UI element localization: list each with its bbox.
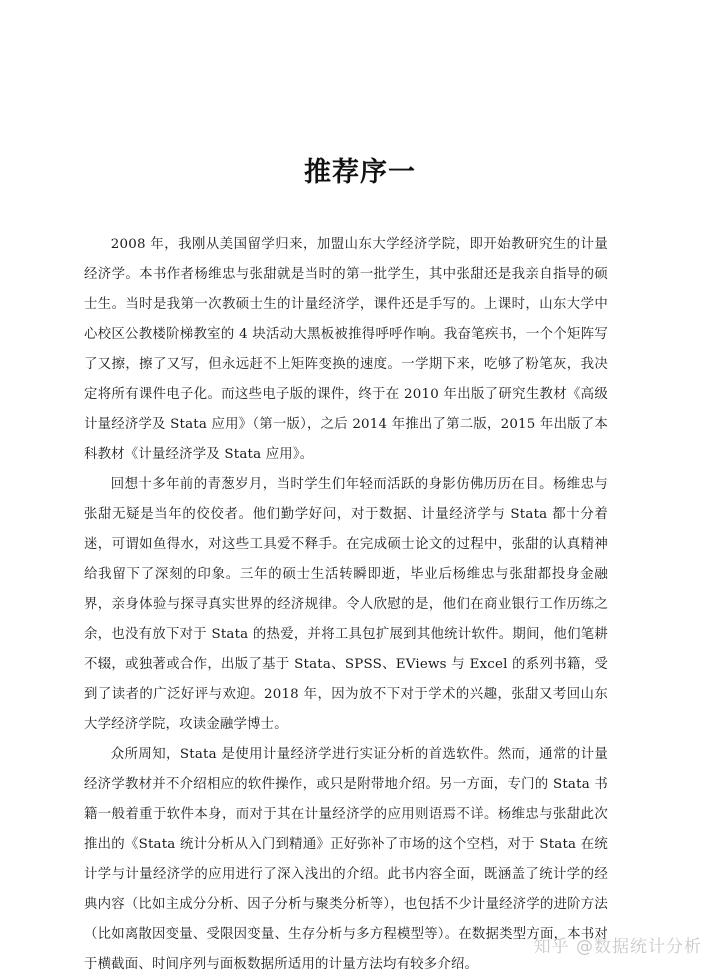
page-title: 推荐序一 bbox=[304, 157, 416, 188]
body-text bbox=[84, 230, 608, 980]
paragraph-1: 2008 年，我刚从美国留学归来，加盟山东大学经济学院，即开始教研究生的计量经济学。本书作者杨维忠与张甜就是当时的第一批学生，其中张甜还是我亲自指导的硕士生。当时是我第一次教硕士生的计量经济学，课件还是手写的。上课时，山东大学中心校区公教楼阶梯教室的 4 块活动大黑板被推得呼呼作响。我奋笔疾书，一个个矩阵写了又擦，擦了又写，但永远赶不上矩阵变换的速度。一学期下来，吃够了粉笔灰，我决定将所有课件电子化。而这些电子版的课件，终于在 2010 年出版了研究生教材《高级计量经济学及 Stata 应用》（第一版），之后 2014 年推出了第二版，2015 年出版了本科教材《计量经济学及 Stata 应用》。 bbox=[84, 237, 608, 462]
paragraph-3: 众所周知，Stata 是使用计量经济学进行实证分析的首选软件。然而，通常的计量经济学教材并不介绍相应的软件操作，或只是附带地介绍。另一方面，专门的 Stata 书籍一般着重于软件本身，而对于其在计量经济学的应用则语焉不详。杨维忠与张甜此次推出的《Stata 统计分析从入门到精通》正好弥补了市场的这个空档，对于 Stata 在统计学与计量经济学的应用进行了深入浅出的介绍。此书内容全面，既涵盖了统计学的经典内容（比如主成分分析、因子分析与聚类分析等），也包括不少计量经济学的进阶方法（比如离散因变量、受限因变量、生存分析与多方程模型等）。在数据类型方面，本书对于横截面、时间序列与面板数据所适用的计量方法均有较多介绍。 bbox=[84, 747, 608, 972]
paragraph-2: 回想十多年前的青葱岁月，当时学生们年轻而活跃的身影仿佛历历在目。杨维忠与张甜无疑是当年的佼佼者。他们勤学好问，对于数据、计量经济学与 Stata 都十分着迷，可谓如鱼得水，对这些工具爱不释手。在完成硕士论文的过程中，张甜的认真精神给我留下了深刻的印象。三年的硕士生活转瞬即逝，毕业后杨维忠与张甜都投身金融界，亲身体验与探寻真实世界的经济规律。令人欣慰的是，他们在商业银行工作历练之余，也没有放下对于 Stata 的热爱，并将工具包扩展到其他统计软件。期间，他们笔耕不辍，或独著或合作，出版了基于 Stata、SPSS、EViews 与 Excel 的系列书籍，受到了读者的广泛好评与欢迎。2018 年，因为放不下对于学术的兴趣，张甜又考回山东大学经济学院，攻读金融学博士。 bbox=[84, 477, 608, 732]
watermark: 知乎 @数据统计分析 bbox=[533, 937, 702, 957]
